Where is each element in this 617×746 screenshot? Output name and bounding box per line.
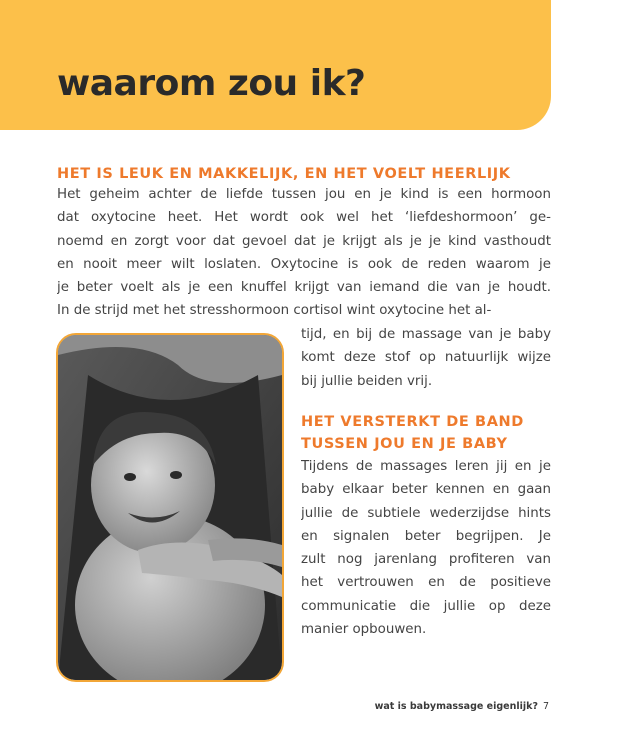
- body-line: noemd en zorgt voor dat gevoel dat je krijgt als je je kind vasthoudt: [57, 233, 551, 249]
- page-footer: [375, 701, 549, 712]
- section-heading-bond: [301, 411, 524, 455]
- body-line: het vertrouwen en de positieve: [301, 575, 551, 591]
- section-body-bond: [301, 455, 551, 641]
- section-body-fun-full: [57, 183, 551, 323]
- title-banner: [0, 0, 551, 130]
- section-body-fun-side: [301, 323, 551, 393]
- body-line: komt deze stof op natuurlijk wijze: [301, 350, 551, 366]
- page-number: 7: [542, 701, 549, 712]
- body-line: Tijdens de massages leren jij en je: [301, 459, 551, 474]
- page-title: waarom zou ik?: [57, 63, 366, 104]
- body-line: bij jullie beiden vrij.: [301, 373, 433, 389]
- body-line: Het geheim achter de liefde tussen jou en je kind is een hormoon: [57, 187, 551, 202]
- section-heading-fun: HET IS LEUK EN MAKKELIJK, EN HET VOELT HEERLIJK: [57, 166, 511, 182]
- footer-chapter-title: wat is babymassage eigenlijk?: [374, 701, 538, 712]
- section-heading-line: HET VERSTERKT DE BAND: [301, 414, 524, 430]
- body-line: dat oxytocine heet. Het wordt ook wel het ‘liefdeshormoon’ ge-: [57, 210, 551, 226]
- body-line: tijd, en bij de massage van je baby: [301, 327, 551, 342]
- body-line: baby elkaar beter kennen en gaan: [301, 482, 551, 498]
- baby-massage-photo: [56, 333, 284, 682]
- body-line: manier opbouwen.: [301, 622, 427, 638]
- body-line: jullie de subtiele wederzijdse hints: [301, 505, 551, 521]
- section-heading-line: TUSSEN JOU EN JE BABY: [301, 436, 508, 452]
- body-line: In de strijd met het stresshormoon cortisol wint oxytocine het al-: [57, 303, 492, 319]
- body-line: en nooit meer wilt loslaten. Oxytocine is ook de reden waarom je: [57, 256, 551, 272]
- body-line: je beter voelt als je een knuffel krijgt van iemand die van je houdt.: [57, 280, 551, 296]
- body-line: zult nog jarenlang profiteren van: [301, 552, 551, 568]
- body-line: communicatie die jullie op deze: [301, 598, 551, 614]
- body-line: en signalen beter begrijpen. Je: [301, 528, 551, 544]
- baby-photo-illustration: [58, 335, 282, 680]
